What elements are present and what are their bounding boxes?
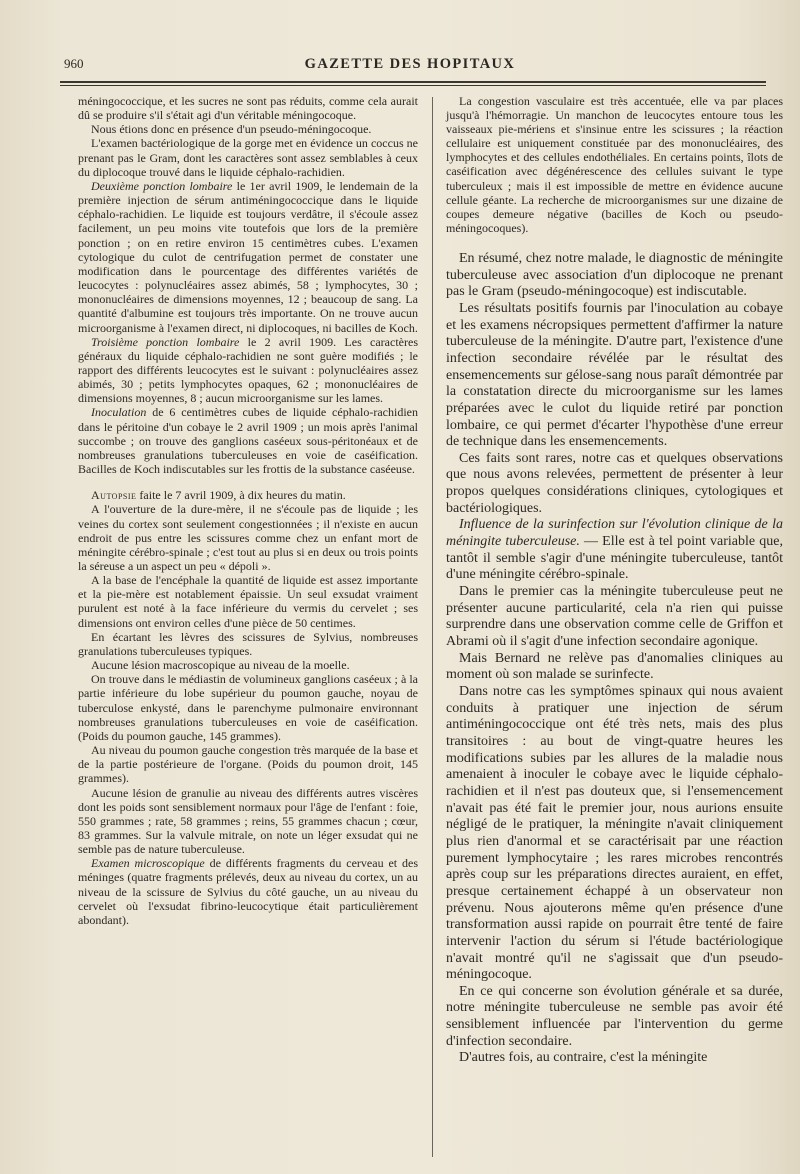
header-rule-thin xyxy=(60,85,766,86)
paragraph-lead: Troisième ponction lombaire xyxy=(91,334,240,349)
paragraph xyxy=(446,684,783,984)
right-column xyxy=(446,94,783,1067)
paragraph xyxy=(446,94,783,235)
paragraph xyxy=(78,335,418,406)
paragraph xyxy=(78,136,418,178)
paragraph-text: La congestion vasculaire est très accentuée, elle va par places jusqu'à l'hémorragie. Un manchon de leucocytes entoure tous les vaisseaux pie-mériens et s'insinue entre les scissures ; la réaction cellulaire est uniquement constituée par des mononucléaires, des lymphocytes et des cellules endothéliales. En certains points, îlots de caséification avec dégénérescence des cellules suivant le type tuberculeux ; mais il est impossible de mettre en évidence aucune cellule géante. La recherche de microorganismes sur une dizaine de coupes demeure négative (bacilles de Koch ou pseudo-méningocoques). xyxy=(446,94,783,235)
paragraph-lead: Examen microscopique xyxy=(91,856,205,871)
paragraph-text: En ce qui concerne son évolution générale et sa durée, notre méningite tuberculeuse ne semble pas avoir été sensiblement influencée par l'intervention du germe d'infection secondaire. xyxy=(446,983,783,1049)
column-separator xyxy=(432,97,433,1157)
paragraph xyxy=(446,301,783,451)
paragraph xyxy=(446,984,783,1051)
paragraph-text: Au niveau du poumon gauche congestion très marquée de la base et de la partie postérieure de l'organe. (Poids du poumon droit, 145 grammes). xyxy=(78,743,418,786)
paragraph-text: — Elle est à tel point variable que, tantôt il semble s'agir d'une méningite tuberculeuse, tantôt d'une méningite cérébro-spinale. xyxy=(446,534,783,583)
paragraph xyxy=(446,1050,783,1067)
page-number: 960 xyxy=(64,56,84,71)
paragraph-lead: Deuxième ponction lombaire xyxy=(91,178,233,193)
paragraph-text: Ces faits sont rares, notre cas et quelques observations que nous avons relevées, permettent de présenter à leur propos quelques considérations cliniques, cytologiques et bactériologiques. xyxy=(446,450,783,516)
paragraph-text: de 6 centimètres cubes de liquide céphalo-rachidien dans le péritoine d'un cobaye le 2 avril 1909 ; un mois après l'animal succombe ; on trouve des ganglions caséeux sous-péritonéaux et de nombreuses granulations tuberculeuses en voie de caséification. Bacilles de Koch indiscutables sur les frottis de la substance caséeuse. xyxy=(78,405,418,477)
paragraph-text: Dans le premier cas la méningite tuberculeuse peut ne présenter aucune particularité, cela n'a rien qui puisse surprendre dans une observation comme celle de Griffon et Abrami où il s'agit d'une infection secondaire agonique. xyxy=(446,584,783,650)
paragraph-text: En résumé, chez notre malade, le diagnostic de méningite tuberculeuse avec association d'un diplocoque ne prenant pas le Gram (pseudo-méningocoque) est indiscutable. xyxy=(446,250,783,300)
right-column-small-text xyxy=(446,94,783,235)
paragraph xyxy=(78,502,418,573)
paragraph-text: de différents fragments du cerveau et des méninges (quatre fragments prélevés, deux au niveau du cortex, un au niveau de la scissure de Sylvius du côté gauche, un au niveau du cervelet où l'exsudat fibrino-leucocytique était particulièrement abondant). xyxy=(78,856,418,927)
paragraph xyxy=(78,405,418,476)
paragraph xyxy=(78,658,418,672)
paragraph xyxy=(78,179,418,335)
paragraph xyxy=(78,573,418,630)
paragraph-text: L'examen bactériologique de la gorge met en évidence un coccus ne prenant pas le Gram, dont les caractères sont assez semblables à ceux du diplocoque trouvé dans le liquide céphalo-rachidien. xyxy=(78,136,418,179)
paragraph xyxy=(446,584,783,651)
paragraph xyxy=(446,651,783,684)
paragraph-text: Aucune lésion de granulie au niveau des différents autres viscères dont les poids sont sensiblement normaux pour l'âge de l'enfant : foie, 550 grammes ; rate, 58 grammes ; reins, 55 grammes chacun ; cœur, 83 grammes. Sur la valvule mitrale, on note un léger exsudat qui ne semble pas de nature tuberculeuse. xyxy=(78,785,418,857)
paragraph-lead: Inoculation xyxy=(91,405,147,420)
paragraph xyxy=(446,517,783,584)
paragraph-text: le 2 avril 1909. Les caractères généraux du liquide céphalo-rachidien ne sont guère modifiés ; le rapport des différents leucocytes est le suivant : polynucléaires assez abimés, 30 ; petits lymphocytes opaques, 62 ; mononucléaires de dimensions moyennes, 8 ; aucun microorganisme sur les lames. xyxy=(78,334,418,406)
paragraph xyxy=(78,630,418,658)
paragraph xyxy=(78,488,418,502)
section-gap xyxy=(78,476,418,488)
paragraph-text: Aucune lésion macroscopique au niveau de la moelle. xyxy=(91,658,350,673)
paragraph-text: D'autres fois, au contraire, c'est la méningite xyxy=(459,1050,708,1066)
paragraph-text: On trouve dans le médiastin de volumineux ganglions caséeux ; à la partie inférieure du lobe supérieur du poumon gauche, noyau de tuberculose enkysté, dans le parenchyme pulmonaire environnant nombreuses granulations tuberculeuses en voie de caséification. (Poids du poumon gauche, 145 grammes). xyxy=(78,672,418,743)
paragraph-text: le 1er avril 1909, le lendemain de la première injection de sérum antiméningococcique dans le liquide céphalo-rachidien. Le liquide est toujours verdâtre, il s'écoule assez facilement, un peu moins vite toutefois que lors de la première ponction ; on en retire environ 15 centimètres cubes. L'examen cytologique du culot de centrifugation permet de constater une modification dans le pourcentage des différentes variétés de leucocytes : polynucléaires assez abimés, 58 ; lymphocytes, 30 ; mononucléaires de dimensions moyennes, 12 ; beaucoup de sang. La quantité d'albumine est toujours très importante. On ne trouve aucun microorganisme à l'examen direct, ni diplocoques, ni bacilles de Koch. xyxy=(78,178,418,335)
left-column xyxy=(78,94,418,927)
paragraph xyxy=(78,122,418,136)
paragraph xyxy=(446,251,783,301)
paragraph-text: faite le 7 avril 1909, à dix heures du matin. xyxy=(136,488,346,503)
paragraph xyxy=(78,743,418,785)
paragraph-text: En écartant les lèvres des scissures de Sylvius, nombreuses granulations tuberculeuses typiques. xyxy=(78,629,418,658)
paragraph-text: méningococcique, et les sucres ne sont pas réduits, comme cela aurait dû se produire s'il s'était agi d'un véritable méningocoque. xyxy=(78,94,418,123)
paragraph-lead: Autopsie xyxy=(91,488,137,503)
right-column-large-text xyxy=(446,251,783,1067)
paragraph xyxy=(78,94,418,122)
running-header xyxy=(60,56,760,80)
header-rule-thick xyxy=(60,81,766,83)
paragraph-text: Mais Bernard ne relève pas d'anomalies cliniques au moment où son malade se surinfecte. xyxy=(446,650,783,683)
paragraph xyxy=(78,786,418,857)
paragraph-text: Nous étions donc en présence d'un pseudo-méningocoque. xyxy=(91,122,372,137)
paragraph-text: A la base de l'encéphale la quantité de liquide est assez importante et la pie-mère est notablement épaissie. Un seul exsudat vraiment purulent est noté à la face inférieure du vermis du cervelet ; ses dimensions ont environ celles d'une pièce de 50 centimes. xyxy=(78,573,418,630)
paragraph xyxy=(78,856,418,927)
paragraph-text: A l'ouverture de la dure-mère, il ne s'écoule pas de liquide ; les veines du cortex sont seulement congestionnées ; il n'existe en aucun endroit de pus entre les scissures comme chez un enfant mort de méningite cérébro-spinale ; c'est tout au plus si en deux ou trois points la séreuse a un aspect un peu « dépoli ». xyxy=(78,502,418,573)
paragraph-text: Dans notre cas les symptômes spinaux qui nous avaient conduits à pratiquer une injection de sérum antiméningococcique ont été très nets, mais des plus transitoires : au bout de vingt-quatre heures les modifications subies par les allures de la maladie nous amenaient à inoculer le cobaye avec le liquide céphalo-rachidien et il n'est pas douteux que, si l'ensemencement n'avait pas été fait le premier jour, nous aurions ensuite négligé de le pratiquer, la méningite n'avait cliniquement plus rien d'anormal et se caractérisait par une réaction purement lymphocytaire ; les rares microbes rencontrés après coup sur les préparations directes auraient, en effet, presque certainement échappé à un observateur non prévenu. Nous ajouterons même qu'en présence d'une transformation aussi rapide on pourrait être tenté de faire intervenir l'action du sérum si l'étude bactériologique n'avait montré qu'il ne s'agissait que d'un pseudo-méningocoque. xyxy=(446,684,783,983)
journal-title: GAZETTE DES HOPITAUX xyxy=(304,56,516,72)
section-gap xyxy=(446,235,783,251)
paragraph xyxy=(78,672,418,743)
paragraph-lead: Influence de la surinfection sur l'évolution clinique de la méningite tuberculeuse. xyxy=(446,517,783,550)
paragraph-text: Les résultats positifs fournis par l'inoculation au cobaye et les examens nécropsiques permettent d'affirmer la nature tuberculeuse de la méningite. D'autre part, l'existence d'une infection secondaire révélée par le résultat des ensemencements sur gélose-sang nous paraît démontrée par la constatation directe du microorganisme sur les lames préparées avec le culot du liquide retiré par ponction lombaire, ce qui permet d'écarter l'hypothèse d'une erreur de technique dans les ensemencements. xyxy=(446,300,783,450)
paragraph xyxy=(446,451,783,518)
